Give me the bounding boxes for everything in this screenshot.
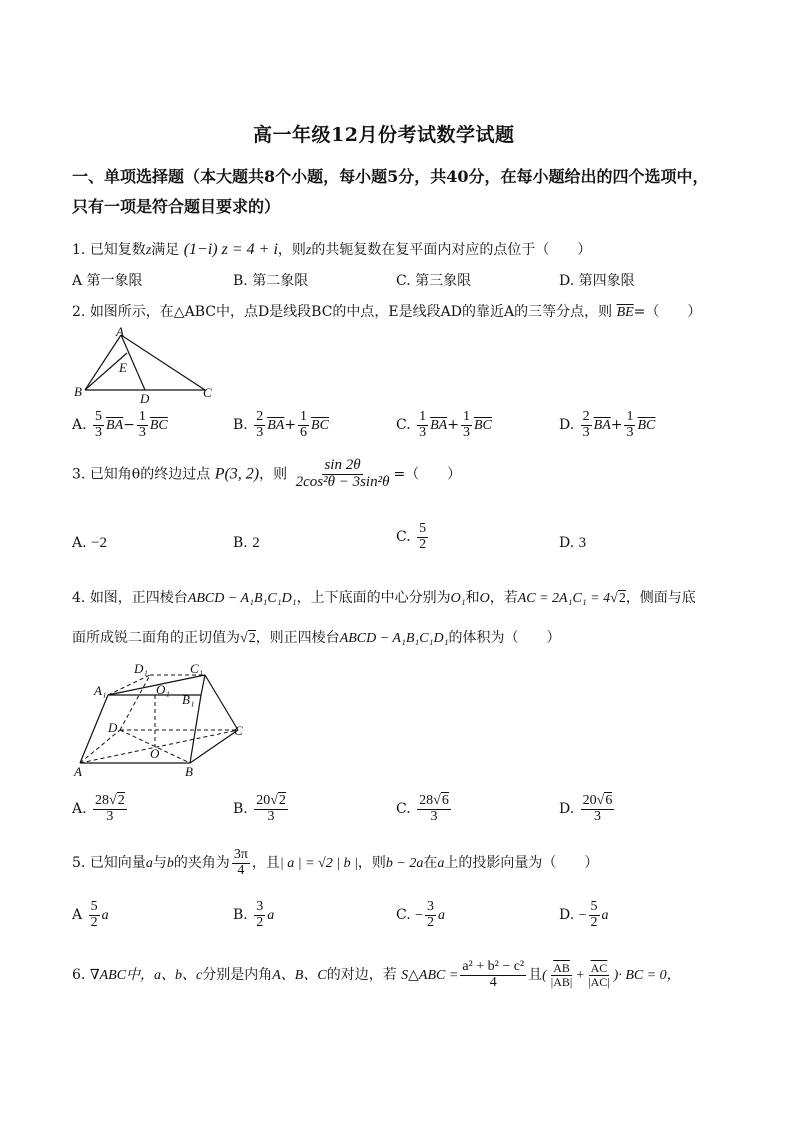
frac-num: 3 xyxy=(427,899,435,914)
frac-num: sin 2θ xyxy=(324,457,361,473)
coef: 20 xyxy=(256,793,271,808)
coef-den: 6 xyxy=(300,424,308,440)
coef-num: 1 xyxy=(419,409,427,424)
center-o1: O₁ xyxy=(450,591,466,606)
option-label: A. xyxy=(72,535,87,551)
condition: | a | = √2 | b | xyxy=(279,856,358,872)
question-text: ，则 xyxy=(357,855,386,872)
coef: 28 xyxy=(95,793,110,808)
label-d1: D₁ xyxy=(134,661,148,676)
coef-den: 3 xyxy=(256,424,264,440)
coef-num: 2 xyxy=(582,409,590,424)
option-label: C. xyxy=(396,907,411,924)
root: 2 xyxy=(278,793,286,808)
q4-option-c[interactable]: C. $\frac{28√6}{3}$ xyxy=(396,793,449,824)
q2-option-c[interactable] xyxy=(396,410,492,440)
vector-a: a xyxy=(267,908,275,924)
triangle-name: ∇ABC中， xyxy=(89,968,155,984)
option-label: B. xyxy=(233,907,248,924)
vector: $\overline{BA}$ xyxy=(593,418,611,434)
question-text: ，且 xyxy=(251,855,280,872)
section-heading-line1: 一、单项选择题（本大题共8个小题，每小题5分，共40分，在每小题给出的四个选项中， xyxy=(72,167,709,186)
frac-num: 3 xyxy=(256,899,264,914)
q4-option-a[interactable]: A. $\frac{28√2}{3}$ xyxy=(72,793,125,824)
coef-den: 3 xyxy=(462,424,470,440)
label-c: C xyxy=(234,723,243,738)
sign: − xyxy=(578,908,587,924)
question-5 xyxy=(72,848,598,878)
option-label: A. xyxy=(72,801,87,818)
frac-num: 5 xyxy=(590,899,598,914)
question-number: 3. xyxy=(72,466,86,483)
root: 6 xyxy=(441,793,449,808)
question-number: 6. xyxy=(72,967,86,984)
frac-den: 2cos²θ − 3sin²θ xyxy=(295,473,390,490)
coef-num: 1 xyxy=(138,409,146,424)
page-title: 高一年级12月份考试数学试题 xyxy=(253,124,515,146)
question-text: 在 xyxy=(423,855,438,872)
area: S△ABC = xyxy=(401,968,459,984)
option-label: C. xyxy=(396,417,411,434)
condition: AC = 2A₁C₁ = 4 xyxy=(517,591,611,606)
question-text: 分别是内角 xyxy=(202,967,273,984)
question-text: ，若 xyxy=(489,590,518,606)
label-d: D xyxy=(140,391,150,405)
vector: $\overline{BC}$ xyxy=(637,418,656,434)
option-label: B. xyxy=(233,801,248,818)
coef-num: 5 xyxy=(95,409,103,424)
math-var: z xyxy=(305,243,312,258)
option-label: B. xyxy=(233,535,248,551)
question-text: 面所成锐二面角的正切值为 xyxy=(72,630,240,646)
question-text: 和 xyxy=(465,590,480,606)
question-text: 与 xyxy=(152,855,167,872)
question-text: ，则 xyxy=(277,242,306,258)
tan-root: 2 xyxy=(248,631,256,646)
frac-den: 2 xyxy=(427,914,435,930)
option-label: D. xyxy=(559,417,575,434)
vector: $\overline{BA}$ xyxy=(430,418,448,434)
coef-num: 1 xyxy=(462,409,470,424)
vector-a: a xyxy=(437,856,445,872)
option-label: C. xyxy=(396,801,411,818)
label-a: A xyxy=(116,325,124,339)
q2-option-b[interactable] xyxy=(233,410,329,440)
question-text: 如图，正四棱台 xyxy=(89,590,188,606)
option-value: −2 xyxy=(91,535,107,551)
center-o: O xyxy=(479,591,490,606)
question-text: 已知复数 xyxy=(89,242,146,258)
q4-option-d[interactable]: D. $\frac{20√6}{3}$ xyxy=(559,793,613,824)
label-d: D xyxy=(108,720,118,735)
label-b1: B₁ xyxy=(182,692,195,707)
frustum-figure xyxy=(70,655,260,780)
vector-a: a xyxy=(601,908,609,924)
label-c: C xyxy=(203,385,212,400)
question-number: 5. xyxy=(72,855,86,872)
solid-name: ABCD − A₁B₁C₁D₁ xyxy=(339,631,449,646)
question-number: 4. xyxy=(72,590,86,606)
math-var: z xyxy=(145,243,152,258)
operator: − xyxy=(123,417,135,434)
vector-a: a xyxy=(101,908,109,924)
question-text: 已知角θ的终边过点 xyxy=(89,466,211,483)
q3-option-d[interactable] xyxy=(559,535,586,552)
frac-den: 2 xyxy=(419,536,427,552)
option-value: 3 xyxy=(578,535,587,551)
operator: + xyxy=(610,417,623,434)
vector-a: a xyxy=(438,908,446,924)
coef-num: 1 xyxy=(300,409,308,424)
question-4-line1: 4. 如图，正四棱台ABCD − A₁B₁C₁D₁，上下底面的中心分别为O₁和O，若AC = 2A₁C₁ = 4√2，侧面与底 xyxy=(72,590,696,606)
label-o: O xyxy=(150,746,160,761)
label-b: B xyxy=(74,384,82,399)
q3-option-b[interactable] xyxy=(233,535,260,552)
label-a1: A₁ xyxy=(94,683,107,698)
option-label: B. xyxy=(233,417,248,434)
option-label: D. xyxy=(559,535,575,551)
option-label: D. xyxy=(559,907,575,924)
angle-den: 4 xyxy=(237,862,245,878)
option-label: D. xyxy=(559,801,575,818)
q1-option-d[interactable]: D. 第四象限 xyxy=(559,273,635,289)
question-text: 如图所示，在△ABC中，点D是线段BC的中点，E是线段AD的靠近A的三等分点，则 xyxy=(89,304,613,320)
question-text: 的共轭复数在复平面内对应的点位于（ ） xyxy=(311,242,592,258)
coef-num: 1 xyxy=(626,409,634,424)
question-text: 的对边，若 xyxy=(326,967,397,984)
question-text: 且 xyxy=(528,967,543,984)
frac-den: 3 xyxy=(106,808,114,824)
q5-option-a[interactable] xyxy=(72,900,109,930)
question-text: 的体积为（ ） xyxy=(448,630,561,646)
option-value: 2 xyxy=(252,535,260,551)
frac-den: 3 xyxy=(267,808,275,824)
vector: $\overline{BC}$ xyxy=(473,418,492,434)
vector-be: $\overline{BE}$ xyxy=(616,305,634,320)
q2-option-a[interactable] xyxy=(72,410,168,440)
question-4-line2: 面所成锐二面角的正切值为√2，则正四棱台ABCD − A₁B₁C₁D₁的体积为（ ） xyxy=(72,630,561,646)
root: 6 xyxy=(605,793,613,808)
question-text: ，则 xyxy=(259,466,288,483)
label-o1: O₁ xyxy=(156,682,170,697)
label-c1: C₁ xyxy=(190,661,204,676)
q1-option-b[interactable]: B. 第二象限 xyxy=(233,273,309,289)
q1-option-c[interactable]: C. 第三象限 xyxy=(396,273,472,289)
q2-option-d[interactable] xyxy=(559,410,655,440)
question-3 xyxy=(72,458,461,491)
vector-b: b xyxy=(166,856,174,872)
question-tail: · BC = 0， xyxy=(618,968,681,984)
vector-a: a xyxy=(145,856,153,872)
question-2 xyxy=(72,301,701,321)
math-equation: (1−i) z = 4 + i xyxy=(183,241,278,258)
frac-den: 2 xyxy=(90,914,98,930)
q1-option-a[interactable]: A 第一象限 xyxy=(72,273,143,289)
label-b: B xyxy=(185,764,193,779)
question-tail: =（ ） xyxy=(393,466,462,483)
coef-den: 3 xyxy=(626,424,634,440)
option-label: A. xyxy=(72,417,87,434)
operator: + xyxy=(447,417,459,434)
q4-option-b[interactable]: B. $\frac{20√2}{3}$ xyxy=(233,793,286,824)
frac-den: 3 xyxy=(430,808,438,824)
coef-den: 3 xyxy=(419,424,427,440)
condition-root: 2 xyxy=(618,591,626,606)
q3-option-a[interactable] xyxy=(72,535,107,552)
frac-den: 2 xyxy=(256,914,264,930)
question-number: 1. xyxy=(72,242,86,258)
question-tail: 上的投影向量为（ ） xyxy=(444,855,599,872)
sides: a、b、c xyxy=(154,968,203,984)
frac-num: a² + b² − c² xyxy=(462,959,525,974)
q5-option-d[interactable] xyxy=(559,900,609,930)
question-1 xyxy=(72,239,591,259)
q5-option-c[interactable] xyxy=(396,900,445,930)
coef-den: 3 xyxy=(95,424,103,440)
question-number: 2. xyxy=(72,304,86,320)
frac-num: 5 xyxy=(90,899,98,914)
angle-num: 3π xyxy=(233,847,248,862)
frac-den: 3 xyxy=(593,808,601,824)
coef: 20 xyxy=(582,793,597,808)
option-label: C. xyxy=(396,529,411,546)
coef-num: 2 xyxy=(256,409,264,424)
vector: $\overline{BC}$ xyxy=(149,418,168,434)
question-text: 已知向量 xyxy=(89,855,146,872)
vector: $\overline{BC}$ xyxy=(311,418,329,434)
frac-den: 4 xyxy=(489,974,497,990)
label-e: E xyxy=(119,360,127,375)
option-label: A xyxy=(72,907,83,924)
root: 2 xyxy=(117,793,125,808)
question-text: 的夹角为 xyxy=(173,855,230,872)
triangle-figure xyxy=(70,325,220,405)
angles: A、B、C xyxy=(272,968,327,984)
vector: $\overline{BA}$ xyxy=(267,418,285,434)
label-a: A xyxy=(74,764,82,779)
question-tail: =（ ） xyxy=(633,304,702,320)
q5-option-b[interactable] xyxy=(233,900,274,930)
coef: 28 xyxy=(419,793,434,808)
operator: + xyxy=(284,417,297,434)
vector: $\overline{BA}$ xyxy=(106,418,124,434)
question-text: ，上下底面的中心分别为 xyxy=(296,590,451,606)
expression: b − 2a xyxy=(385,856,424,872)
q3-option-c[interactable] xyxy=(396,522,430,552)
point: P(3, 2) xyxy=(214,465,260,483)
frac-den: 2 xyxy=(590,914,598,930)
section-heading-line2: 只有一项是符合题目要求的） xyxy=(72,197,281,216)
coef-den: 3 xyxy=(138,424,146,440)
sign: − xyxy=(415,908,424,924)
question-text: ，侧面与底 xyxy=(625,590,696,606)
question-6: 6. ∇ABC中，a、b、c分别是内角A、B、C的对边，若 S△ABC = $\frac{\text{a² + b² − c²}}{4}$ 且( $\frac{\overline{AB}}{|AB|}$ + $\frac{\overline{AC}}{|AC|}$ )· BC = 0， xyxy=(72,959,681,990)
frac-num: 5 xyxy=(419,521,427,536)
coef-den: 3 xyxy=(582,424,590,440)
question-text: 满足 xyxy=(151,242,180,258)
question-text: ，则正四棱台 xyxy=(255,630,340,646)
solid-name: ABCD − A₁B₁C₁D₁ xyxy=(187,591,297,606)
